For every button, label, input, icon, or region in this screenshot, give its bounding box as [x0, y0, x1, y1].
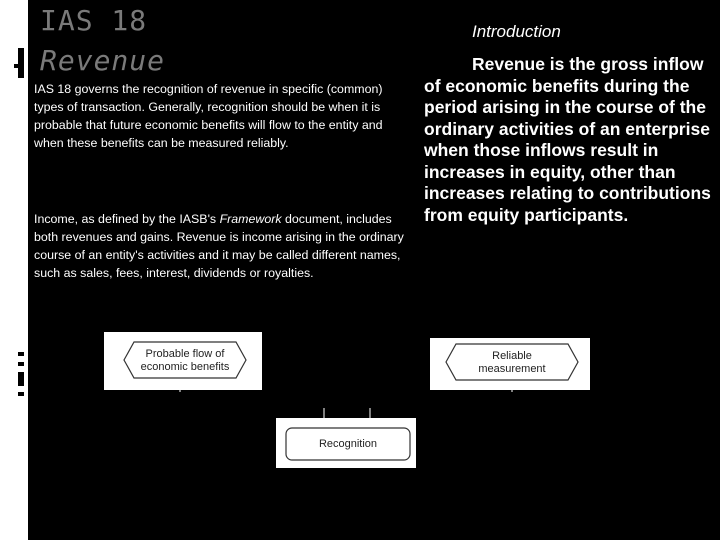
intro-heading: Introduction [472, 22, 561, 41]
body-paragraph-1: IAS 18 governs the recognition of revenue in specific (common) types of transaction. Generally, recognition should be when it is probable that future economic benefits will flow to the entity and when these benefits can be measured reliably. [34, 82, 383, 150]
slide-title: IAS 18 [40, 4, 148, 37]
slide-subtitle: Revenue [40, 44, 166, 77]
para2-text-end: document, includes both revenues and gains. Revenue is income arising in the ordinary course of an entity's activities and it may be called different names, such as sales, fees, interest, dividends or royalties. [34, 212, 404, 280]
probable-flow-line2: economic benefits [140, 361, 230, 373]
revenue-definition: Revenue is the gross inflow of economic benefits during the period arising in the course of the ordinary activities of an enterprise when those inflows result in increases in equity, other than increases relating to contributions from equity participants. [424, 54, 711, 225]
framework-term: Framework [219, 212, 282, 226]
probable-flow-label [130, 348, 240, 374]
reliable-measurement-label [452, 350, 572, 376]
probable-flow-line1: Probable flow of [145, 348, 225, 360]
para2-text-start: Income, as defined by the IASB's [34, 212, 220, 226]
reliable-line1: Reliable [492, 350, 532, 362]
reliable-line2: measurement [478, 363, 546, 375]
recognition-label: Recognition [318, 438, 378, 450]
